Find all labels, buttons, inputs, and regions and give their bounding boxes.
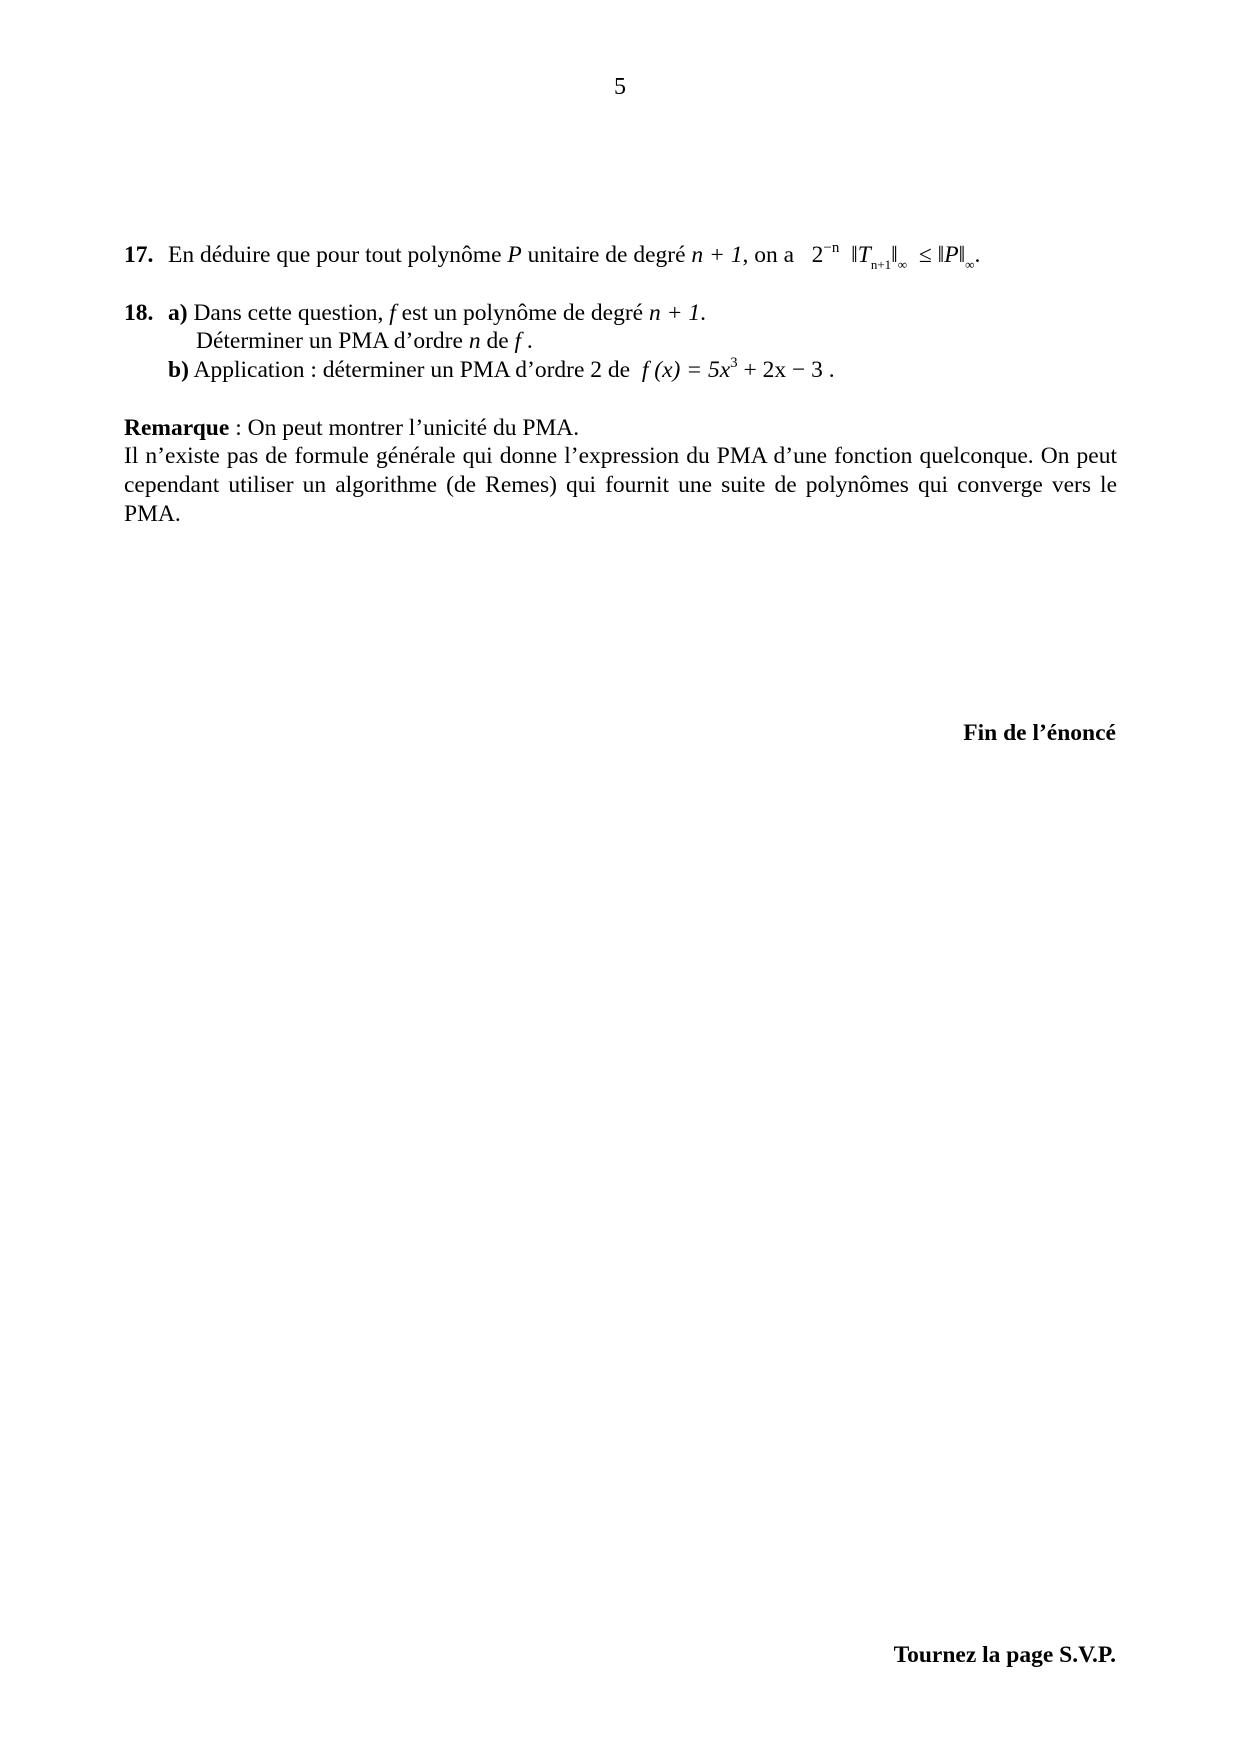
q17-math-p: P bbox=[944, 242, 959, 268]
question-17: 17. En déduire que pour tout polynôme P unitaire de degré n + 1, on a $2^{-n}$ $‖T_{n+1}‖_\infty$ ≤ $‖P‖_\infty$. bbox=[124, 240, 981, 272]
question-18-number: 18. bbox=[124, 300, 154, 326]
remark-body: Il n’existe pas de formule générale qui donne l’expression du PMA d’une fonction quelconque. On peut cependant utiliser un algorithme (de Remes) qui fournit une suite de polynômes qui converge vers le PMA. bbox=[124, 443, 1117, 527]
q17-text-before: En déduire que pour tout polynôme bbox=[168, 242, 508, 268]
q17-math-infinity-2: ∞ bbox=[965, 257, 975, 272]
q18-b-cube: 3 bbox=[730, 355, 738, 371]
q17-math-two: 2 bbox=[811, 242, 824, 268]
q17-text-mid: unitaire de degré bbox=[521, 242, 692, 268]
q17-math-exponent: −n bbox=[823, 240, 840, 256]
q18-a-f2: f bbox=[514, 328, 522, 354]
q17-math-end: . bbox=[974, 242, 981, 268]
q18-a-f: f bbox=[389, 300, 396, 326]
q17-math-leq: ≤ bbox=[918, 242, 932, 268]
q17-var-p: P bbox=[507, 242, 522, 268]
remark-first: : On peut montrer l’unicité du PMA. bbox=[229, 415, 580, 441]
q17-math-infinity-1: ∞ bbox=[897, 257, 908, 272]
q18-a-line2-text: Déterminer un PMA d’ordre bbox=[196, 328, 469, 354]
q18-a-degree: n + 1 bbox=[648, 300, 701, 326]
question-18-b bbox=[168, 355, 835, 388]
question-17-number: 17. bbox=[124, 242, 154, 268]
q18-b-function: f (x) = 5x bbox=[641, 357, 731, 383]
q18-b-label: b) bbox=[168, 357, 189, 383]
q17-math-t: T bbox=[857, 242, 871, 268]
q18-b-rest: + 2x − 3 . bbox=[737, 357, 835, 383]
q18-a-text-2: est un polynôme de degré bbox=[395, 300, 649, 326]
q17-degree: n + 1 bbox=[691, 242, 743, 268]
q18-a-line2-mid: de bbox=[480, 328, 515, 354]
q18-a-dot: . bbox=[700, 300, 706, 326]
q18-a-label: a) bbox=[168, 300, 188, 326]
page-number: 5 bbox=[614, 74, 626, 100]
q18-a-text-1: Dans cette question, bbox=[193, 300, 390, 326]
q18-a-n: n bbox=[468, 328, 481, 354]
remark-title: Remarque bbox=[124, 415, 230, 441]
q18-a-line2-end: . bbox=[521, 328, 533, 354]
q18-b-text: Application : déterminer un PMA d’ordre 2 de bbox=[193, 357, 636, 383]
question-18-a-line-1 bbox=[124, 298, 706, 328]
end-label: Fin de l’énoncé bbox=[963, 720, 1116, 746]
q17-math-t-index: n+1 bbox=[870, 257, 892, 272]
remark-title-line bbox=[124, 413, 579, 443]
q17-text-after: , on a bbox=[742, 242, 795, 268]
question-18-a-line-2 bbox=[196, 326, 533, 356]
footer-turn-page: Tournez la page S.V.P. bbox=[893, 1642, 1116, 1668]
